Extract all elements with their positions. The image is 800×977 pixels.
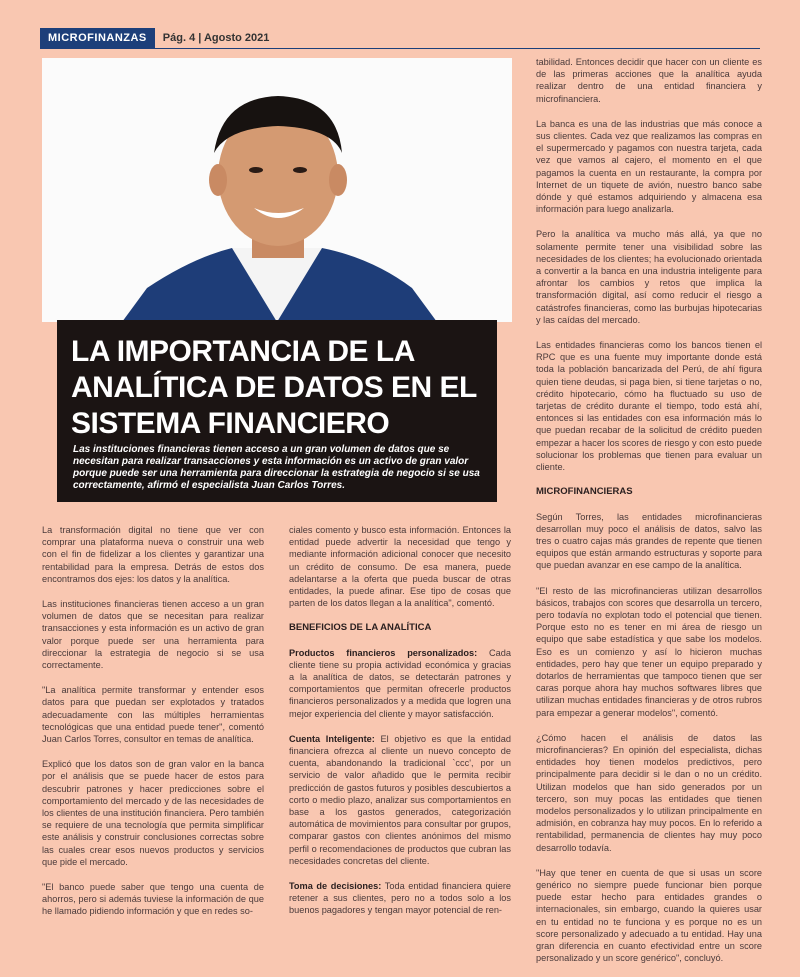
paragraph: Las instituciones financieras tienen acceso a un gran volumen de datos que se necesitan para realizar transacciones y esta información es un activo de gran valor porque puede ser una herramienta para direccionar la estrategia de negocio si se usa correctamente.	[42, 599, 264, 671]
benefit-label: Cuenta Inteligente:	[289, 733, 375, 744]
benefit-item	[289, 647, 511, 720]
benefit-text: Cada cliente tiene su propia actividad económica y gracias a la analítica de datos, se detectarán patrones y comportamientos que permitan ofrecerle productos financieros personalizados y a medida que logren una mejor experiencia del cliente y mayor satisfacción.	[289, 647, 511, 719]
benefit-label: Productos financieros personalizados:	[289, 647, 478, 658]
header-divider	[40, 48, 760, 49]
column-1	[42, 524, 264, 931]
paragraph: Las entidades financieras como los bancos tienen el RPC que es una fuente muy importante donde está toda la población bancarizada del Perú, de ahí figura quien tiene deudas, si paga bien, si tiene tarjetas o no, crédito hipotecario, cómo ha fluctuado su uso de tarjetas de crédito durante el tiempo, todo está ahí, entonces si las entidades con esa información más lo que puedan recabar de la solicitud de crédito pueden empezar a hacer los scores de riesgo y con esto puede solucionar los problemas que tienen para evaluar un cliente.	[536, 340, 762, 473]
paragraph: "La analítica permite transformar y entender esos datos para que puedan ser explotados y tratados adecuadamente con las múltiples herramientas tecnológicas que una entidad puede tener", comentó Juan Carlos Torres, consultor en temas de analítica.	[42, 685, 264, 745]
article-title: LA IMPORTANCIA DE LA ANALÍTICA DE DATOS EN EL SISTEMA FINANCIERO	[71, 335, 477, 440]
headline-box	[57, 320, 497, 502]
section-heading-beneficios: BENEFICIOS DE LA ANALÍTICA	[289, 622, 432, 634]
column-3	[536, 56, 762, 977]
benefit-item	[289, 733, 511, 867]
portrait-illustration	[42, 58, 512, 322]
article-photo	[42, 58, 512, 322]
section-heading-microfinancieras: MICROFINANCIERAS	[536, 486, 633, 498]
paragraph: tabilidad. Entonces decidir que hacer con un cliente es de las primeras acciones que la analítica ayuda realizar dentro de una entidad financiera y microfinanciera.	[536, 57, 762, 104]
masthead	[40, 28, 269, 48]
benefit-text: Toda entidad financiera quiere retener a sus clientes, pero no a todos solo a los buenos pagadores y tengan mayor potencial de ren-	[289, 881, 512, 916]
column-2	[289, 524, 511, 930]
paragraph: Según Torres, las entidades microfinancieras desarrollan muy poco el análisis de datos, salvo las tres o cuatro cajas más grandes de repente que tienen equipos que están armando estructuras y soporte para que puedan avanzar en ese campo de la analítica.	[536, 511, 762, 571]
paragraph: La transformación digital no tiene que ver con comprar una plataforma nueva o construir una web con el fin de fidelizar a los clientes y garantizar una rentabilidad para la empresa. Detrás de estos dos encontramos dos ejes: los datos y la analítica.	[42, 525, 264, 584]
page-info: Pág. 4 | Agosto 2021	[162, 32, 270, 44]
benefit-label: Toma de decisiones:	[289, 881, 382, 892]
publication-logo: MICROFINANZAS	[40, 28, 155, 48]
paragraph: ciales comento y busco esta información. Entonces la entidad puede advertir la necesidad que tengo y mediante información adicional conocer que necesito un crédito de consumo. De esa manera, puede adelantarse a la oferta que pueda buscar de otras entidades, la puede afinar. Ese tipo de cosas que parten de los datos llegan a la analítica", comentó.	[289, 525, 511, 609]
paragraph: Pero la analítica va mucho más allá, ya que no solamente permite tener una visibilidad sobre las necesidades de los clientes; ha evolucionado orientada a convertir a la banca en una industria inteligente para afrontar los cambios y retos que implica la transformación digital, así como reducir el riesgo a catástrofes financieras, como las burbujas hipotecarias y las caídas del mercado.	[536, 229, 762, 325]
paragraph: "El banco puede saber que tengo una cuenta de ahorros, pero si además tuviese la información de que he llamado pidiendo información y que en redes so-	[42, 882, 264, 917]
paragraph: Explicó que los datos son de gran valor en la banca por el análisis que se puede hacer de estos para descubrir patrones y hacer predicciones sobre el comportamiento del mercado y de las necesidades de los clientes de una institución financiera. Pero también se requiere de una tecnología que permita simplificar este análisis y construir conclusiones correctas sobre las cuales crear esos nuevos productos y servicios que pide el mercado.	[42, 759, 264, 867]
paragraph: La banca es una de las industrias que más conoce a sus clientes. Cada vez que realizamos las compras en el supermercado y pagamos con nuestra tarjeta, cada vez que vamos al cajero, el momento en el que pagamos la cuenta en un restaurante, la compra por Internet de un tiquete de avión, nuestro banco sabe dónde y qué estamos adquiriendo y almacena esa información para luego analizarla.	[536, 118, 762, 215]
paragraph: "El resto de las microfinancieras utilizan desarrollos básicos, trabajos con scores que desarrolla un tercero, pero todavía no explotan todo el potencial que tienen. Porque esto no es tener en mi área de riesgo un equipo que sabe estadística y que sabe los modelos. Eso es un comienzo y así lo hicieron muchas entidades, pero hay que tener un equipo preparado y dotarlos de herramientas que tampoco tienen que ser caras porque ahora hay muchos softwares libres que utilizan muchas entidades financieras y de otros rubros para empezar a generar modelos", comentó.	[536, 585, 762, 718]
article-lead: Las instituciones financieras tienen acceso a un gran volumen de datos que se necesitan para realizar transacciones y esta información es un activo de gran valor porque puede ser una herramienta para direccionar la estrategia de negocio si se usa correctamente, afirmó el especialista Juan Carlos Torres.	[73, 444, 480, 491]
benefit-item	[289, 880, 511, 917]
benefit-text: El objetivo es que la entidad financiera ofrezca al cliente un nuevo concepto de cuenta, abandonando la tradicional `ccc', por un servicio de valor añadido que le permita recibir predicción de gastos futuros y posibles descubiertos a corto o medio plazo, analizar sus comportamientos en base a los gastos generados, categorización automática de movimientos para consultar por grupos, comparar gastos con clientes anónimos del mismo perfil o recomendaciones de productos que cubran las necesidades concretas del cliente.	[289, 733, 511, 866]
paragraph: ¿Cómo hacen el análisis de datos las microfinancieras? En opinión del especialista, dichas entidades hoy tienen modelos predictivos, pero principalmente para decidir si le dan o no un crédito. Utilizan modelos que han sido generados por un tercero, son muy pocas las entidades que tienen modelos personalizados y lo utilizan principalmente en admisión, en cobranza hay muy pocos. En lo referido a rentabilidad, permanencia de clientes hay muy poco desarrollo todavía.	[536, 732, 762, 853]
paragraph: "Hay que tener en cuenta de que si usas un score genérico no siempre puede funcionar bien porque puede estar hecho para entidades grandes o internacionales, sin embargo, cuando la quieres usar en tu entidad no te funciona y es porque no es un score personalizado y adecuado a tu entidad. Hay una gran diferencia en cuanto efectividad entre un score personalizado y un score genérico", concluyó.	[536, 867, 762, 964]
